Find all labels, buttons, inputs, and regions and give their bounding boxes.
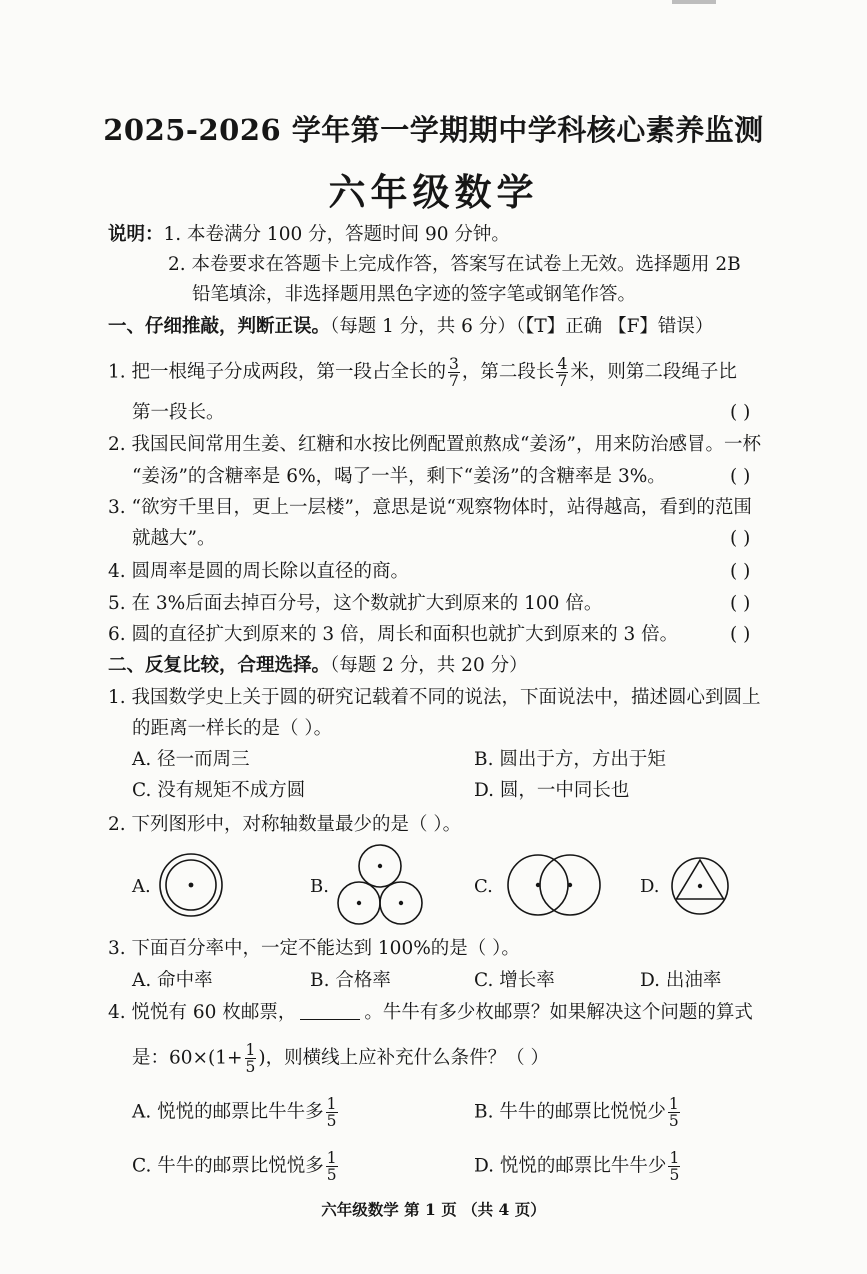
frac-den: 5: [245, 1058, 256, 1076]
section2-heading: 二、反复比较，合理选择。: [108, 655, 331, 676]
s2-q4-option-b: [474, 1096, 682, 1129]
scan-edge-mark: [672, 0, 716, 4]
s2-q3-option-d: D. 出油率: [640, 970, 722, 991]
s2-q1-option-d: D. 圆，一中同长也: [474, 780, 630, 801]
answer-paren: ( ): [730, 624, 751, 645]
option-text: B. 牛牛的邮票比悦悦少: [474, 1101, 666, 1123]
fraction-1-5: [326, 1150, 338, 1183]
section1-key: （【T】正确 【F】错误）: [515, 316, 714, 337]
s1-q6: 6. 圆的直径扩大到原来的 3 倍，周长和面积也就扩大到原来的 3 倍。: [108, 624, 679, 645]
frac-den: 5: [326, 1166, 337, 1184]
frac-den: 5: [668, 1112, 679, 1130]
center-dot: [189, 883, 194, 888]
answer-paren: ( ): [730, 402, 751, 423]
fraction-3-7: [448, 356, 460, 389]
frac-den: 5: [669, 1166, 680, 1184]
s2-q1-option-b: B. 圆出于方，方出于矩: [474, 749, 666, 770]
s2-q1-line1: 1. 我国数学史上关于圆的研究记载着不同的说法，下面说法中，描述圆心到圆上: [108, 687, 761, 708]
notes-item-2b: 铅笔填涂，非选择题用黑色字迹的签字笔或钢笔作答。: [192, 284, 637, 305]
s1-q1-text-b: ，第二段长: [461, 361, 555, 383]
option-text: C. 牛牛的邮票比悦悦多: [132, 1155, 324, 1177]
section1-heading-line: [108, 316, 713, 338]
notes-label: 说明：: [108, 224, 164, 245]
frac-num: 1: [669, 1149, 680, 1167]
answer-paren: ( ): [730, 466, 751, 487]
notes-item-1: 1. 本卷满分 100 分，答题时间 90 分钟。: [163, 224, 510, 245]
frac-den: 7: [449, 372, 459, 390]
answer-paren: ( ): [730, 561, 751, 582]
s2-q3-option-a: A. 命中率: [132, 970, 213, 991]
s1-q2-line2: “姜汤”的含糖率是 6%，喝了一半，剩下“姜汤”的含糖率是 3%。: [132, 466, 666, 487]
s1-q1-line1: [108, 356, 737, 389]
s2-q4-option-c: [132, 1150, 340, 1183]
s2-q2-label-a: A.: [132, 876, 151, 897]
frac-num: 1: [668, 1095, 679, 1113]
fill-blank-line: [300, 1019, 360, 1020]
s2-q4-expr-a: 是：60×(1+: [132, 1047, 243, 1069]
triangle-in-circle-figure: [668, 854, 732, 918]
fraction-1-5: [326, 1096, 338, 1129]
exam-title: 2025-2026 学年第一学期期中学科核心素养监测: [103, 113, 764, 147]
s2-q4-text-b: 。牛牛有多少枚邮票？如果解决这个问题的算式: [364, 1002, 753, 1023]
s2-q2-label-c: C.: [474, 876, 493, 897]
s2-q4-line2: [132, 1042, 549, 1075]
frac-num: 3: [449, 355, 459, 373]
answer-paren: ( ): [730, 528, 751, 549]
center-dot: [698, 884, 702, 888]
notes-line-1: [108, 224, 510, 246]
s1-q1-text-a: 1. 把一根绳子分成两段，第一段占全长的: [108, 361, 447, 383]
s2-q4-option-d: [474, 1150, 682, 1183]
s2-q1-option-c: C. 没有规矩不成方圆: [132, 780, 306, 801]
frac-num: 1: [326, 1095, 337, 1113]
option-text: D. 悦悦的邮票比牛牛少: [474, 1155, 667, 1177]
right-center-dot: [399, 901, 403, 905]
frac-den: 7: [557, 372, 568, 390]
s2-q1-option-a: A. 径一而周三: [132, 749, 250, 770]
left-center-dot: [357, 901, 361, 905]
exam-subject: 六年级数学: [328, 170, 539, 214]
overlapping-circles-figure: [504, 852, 604, 918]
s2-q2-label-b: B.: [310, 876, 329, 897]
s2-q3-option-b: B. 合格率: [310, 970, 391, 991]
notes-item-2a: 2. 本卷要求在答题卡上完成作答，答案写在试卷上无效。选择题用 2B: [168, 254, 741, 275]
s1-q1-text-c: 米，则第二段绳子比: [570, 361, 737, 383]
s1-q4: 4. 圆周率是圆的周长除以直径的商。: [108, 561, 410, 582]
section2-heading-line: [108, 655, 528, 677]
section1-info: （每题 1 分，共 6 分）: [330, 316, 516, 337]
s1-q2-line1: 2. 我国民间常用生姜、红糖和水按比例配置煎熬成“姜汤”，用来防治感冒。一杯: [108, 434, 761, 455]
s2-q1-line2: 的距离一样长的是（ ）。: [132, 718, 333, 739]
page-footer: 六年级数学 第 1 页 （共 4 页）: [321, 1200, 546, 1219]
section2-info: （每题 2 分，共 20 分）: [330, 655, 528, 676]
s1-q3-line2: 就越大”。: [132, 528, 216, 549]
s2-q2-stem: 2. 下列图形中，对称轴数量最少的是（ ）。: [108, 814, 462, 835]
fraction-4-7: [556, 356, 568, 389]
fraction-1-5: [668, 1096, 680, 1129]
concentric-circles-figure: [156, 850, 226, 920]
top-center-dot: [378, 864, 382, 868]
s1-q5: 5. 在 3%后面去掉百分号，这个数就扩大到原来的 100 倍。: [108, 593, 603, 614]
s2-q2-label-d: D.: [640, 876, 660, 897]
frac-num: 1: [245, 1041, 256, 1059]
s1-q1-line2: 第一段长。: [132, 402, 225, 423]
s2-q3-option-c: C. 增长率: [474, 970, 555, 991]
frac-den: 5: [326, 1112, 337, 1130]
s2-q4-option-a: [132, 1096, 340, 1129]
fraction-1-5: [668, 1150, 680, 1183]
frac-num: 4: [557, 355, 568, 373]
fraction-1-5: [245, 1042, 257, 1075]
s2-q4-text-a: 4. 悦悦有 60 枚邮票，: [108, 1002, 297, 1023]
three-circles-figure: [334, 842, 426, 928]
inscribed-triangle: [677, 860, 724, 899]
s2-q4-expr-b: )，则横线上应补充什么条件？（ ）: [258, 1047, 550, 1069]
s1-q3-line1: 3. “欲穷千里目，更上一层楼”，意思是说“观察物体时，站得越高，看到的范围: [108, 497, 752, 518]
option-text: A. 悦悦的邮票比牛牛多: [132, 1101, 324, 1123]
section1-heading: 一、仔细推敲，判断正误。: [108, 316, 331, 337]
right-center-dot: [568, 883, 572, 887]
s2-q3-stem: 3. 下面百分率中，一定不能达到 100%的是（ ）。: [108, 938, 520, 959]
frac-num: 1: [326, 1149, 337, 1167]
answer-paren: ( ): [730, 593, 751, 614]
s2-q4-line1: [108, 1002, 753, 1024]
